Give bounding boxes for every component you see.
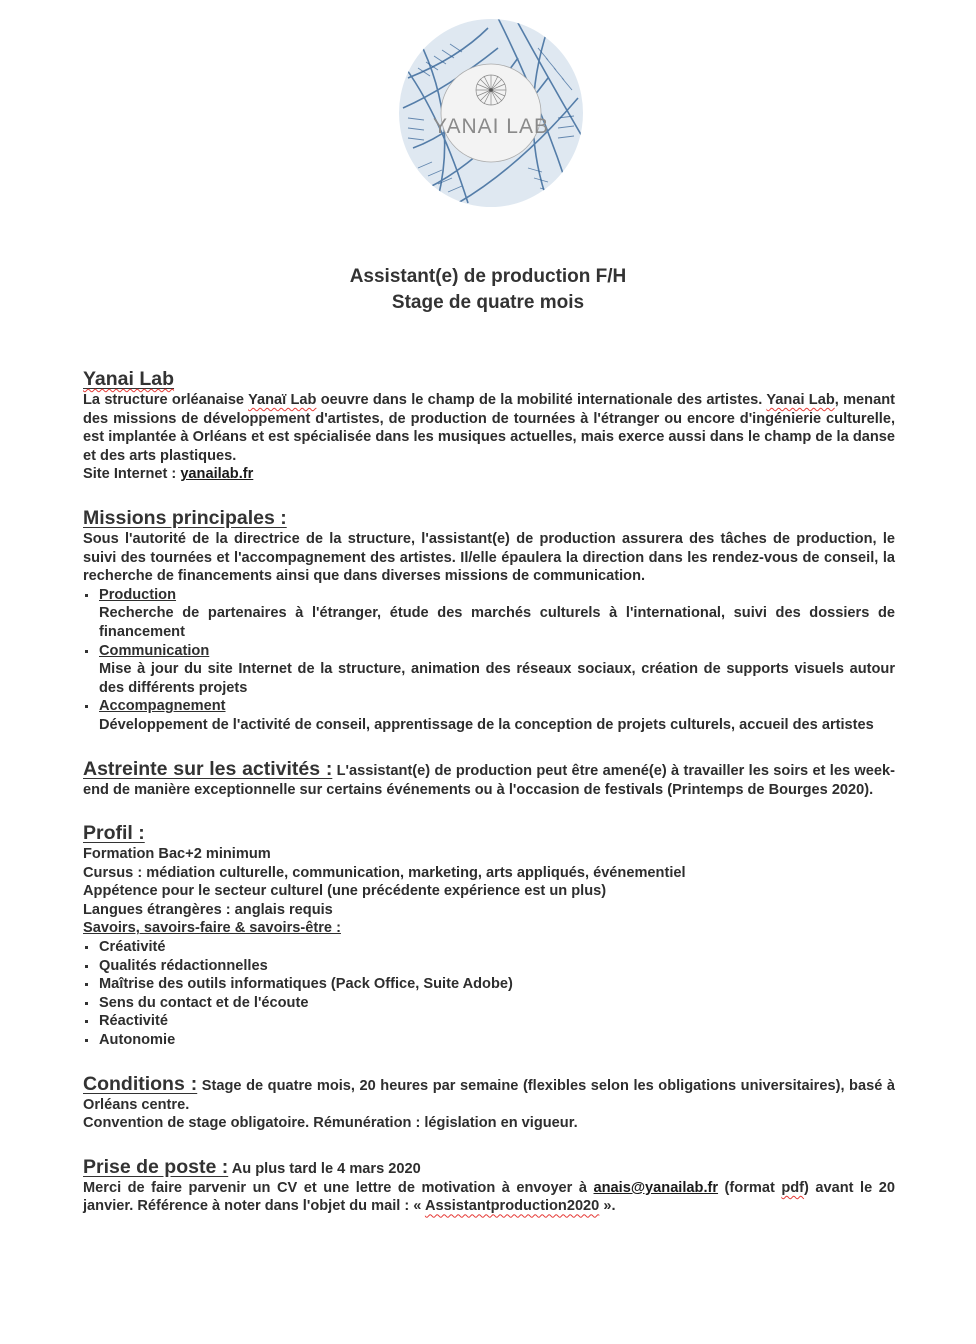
section-missions <box>83 506 895 735</box>
section-prise-de-poste <box>83 1155 895 1216</box>
profil-line: Formation Bac+2 minimum <box>83 846 271 863</box>
tropical-leaves-circle-icon <box>398 18 584 208</box>
yanai-lab-description: La structure orléanaise Yanaï Lab oeuvre dans le champ de la mobilité internationale des artistes. Yanai Lab, menant des missions de développement d'artistes, de production de tournées à l'étranger ou encore d'ingénierie culturelle, est implantée à Orléans et est spécialisée dans les musiques actuelles, mais exerce aussi dans le champ de la danse et des arts plastiques. <box>83 392 895 464</box>
email-link[interactable]: anais@yanailab.fr <box>593 1179 719 1196</box>
astreinte-text: L'assistant(e) de production peut être amené(e) à travailler les soirs et les week-end de manière exceptionnelle sur certains événements ou à l'occasion de festivals (Printemps de Bourges 2020). <box>83 762 895 798</box>
spacer <box>83 1050 895 1072</box>
profil-line: Langues étrangères : anglais requis <box>83 901 333 918</box>
spacer <box>83 735 895 757</box>
mission-title: Communication <box>99 642 210 659</box>
spellcheck-yanai-lab: Yanai Lab <box>766 392 835 408</box>
logo-text: YANAI LAB <box>433 115 549 138</box>
section-heading-prise-de-poste: Prise de poste : <box>83 1155 229 1178</box>
spacer <box>83 1133 895 1155</box>
missions-intro: Sous l'autorité de la directrice de la structure, l'assistant(e) de production assurera des tâches de production, le suivi des tournées et l'accompagnement des artistes. Il/elle épaulera la direction dans les rendez-vous de conseil, la recherche de financements ainsi que dans diverses missions de communication. <box>83 530 895 585</box>
application-instructions: Merci de faire parvenir un CV et une lettre de motivation à envoyer à anais@yanailab.fr (format pdf) avant le 20 janvier. Référence à noter dans l'objet du mail : « Assistantproduction2020 ». <box>83 1179 895 1215</box>
list-item: Créativité <box>83 938 895 957</box>
spacer <box>83 484 895 506</box>
mission-title: Accompagnement <box>99 698 226 715</box>
profil-line: Appétence pour le secteur culturel (une précédente expérience est un plus) <box>83 883 607 900</box>
missions-list <box>83 586 895 735</box>
list-item <box>83 642 895 698</box>
conditions-line-2: Convention de stage obligatoire. Rémunération : législation en vigueur. <box>83 1115 578 1132</box>
section-astreinte <box>83 757 895 800</box>
mission-text: Développement de l'activité de conseil, apprentissage de la conception de projets culturels, accueil des artistes <box>99 716 874 733</box>
section-heading-profil: Profil : <box>83 822 145 845</box>
page-title <box>0 264 976 316</box>
document-body <box>83 367 895 1216</box>
mission-text: Recherche de partenaires à l'étranger, étude des marchés culturels à l'international, suivi des dossiers de financement <box>99 605 895 640</box>
website-link[interactable]: yanailab.fr <box>180 466 254 483</box>
list-item: Réactivité <box>83 1012 895 1031</box>
spellcheck-yanai: Yanaï Lab <box>248 392 317 408</box>
section-profil <box>83 821 895 1050</box>
list-item <box>83 586 895 642</box>
profil-line: Cursus : médiation culturelle, communication, marketing, arts appliqués, événementiel <box>83 864 686 881</box>
section-yanai-lab <box>83 367 895 484</box>
mission-title: Production <box>99 586 177 603</box>
list-item: Autonomie <box>83 1031 895 1050</box>
section-heading-astreinte: Astreinte sur les activités : <box>83 757 333 780</box>
section-heading-conditions: Conditions : <box>83 1072 198 1095</box>
title-line-1: Assistant(e) de production F/H <box>349 266 627 287</box>
skills-list <box>83 938 895 1050</box>
mission-text: Mise à jour du site Internet de la structure, animation des réseaux sociaux, création de supports visuels autour des différents projets <box>99 661 895 696</box>
list-item <box>83 697 895 734</box>
title-line-2: Stage de quatre mois <box>391 292 585 313</box>
reference-code: Assistantproduction2020 <box>424 1198 600 1215</box>
section-heading-yanai-lab: Yanai Lab <box>83 368 175 390</box>
yanai-lab-logo <box>398 18 584 208</box>
section-heading-missions: Missions principales : <box>83 506 287 529</box>
spacer <box>83 799 895 821</box>
list-item: Qualités rédactionnelles <box>83 957 895 976</box>
list-item: Sens du contact et de l'écoute <box>83 994 895 1013</box>
start-date: Au plus tard le 4 mars 2020 <box>228 1160 421 1177</box>
skills-title: Savoirs, savoirs-faire & savoirs-être : <box>83 920 341 937</box>
section-conditions <box>83 1072 895 1133</box>
list-item: Maîtrise des outils informatiques (Pack Office, Suite Adobe) <box>83 975 895 994</box>
site-internet-line: Site Internet : yanailab.fr <box>83 466 254 483</box>
conditions-text: Stage de quatre mois, 20 heures par semaine (flexibles selon les obligations universitaires), basé à Orléans centre. <box>83 1077 895 1113</box>
